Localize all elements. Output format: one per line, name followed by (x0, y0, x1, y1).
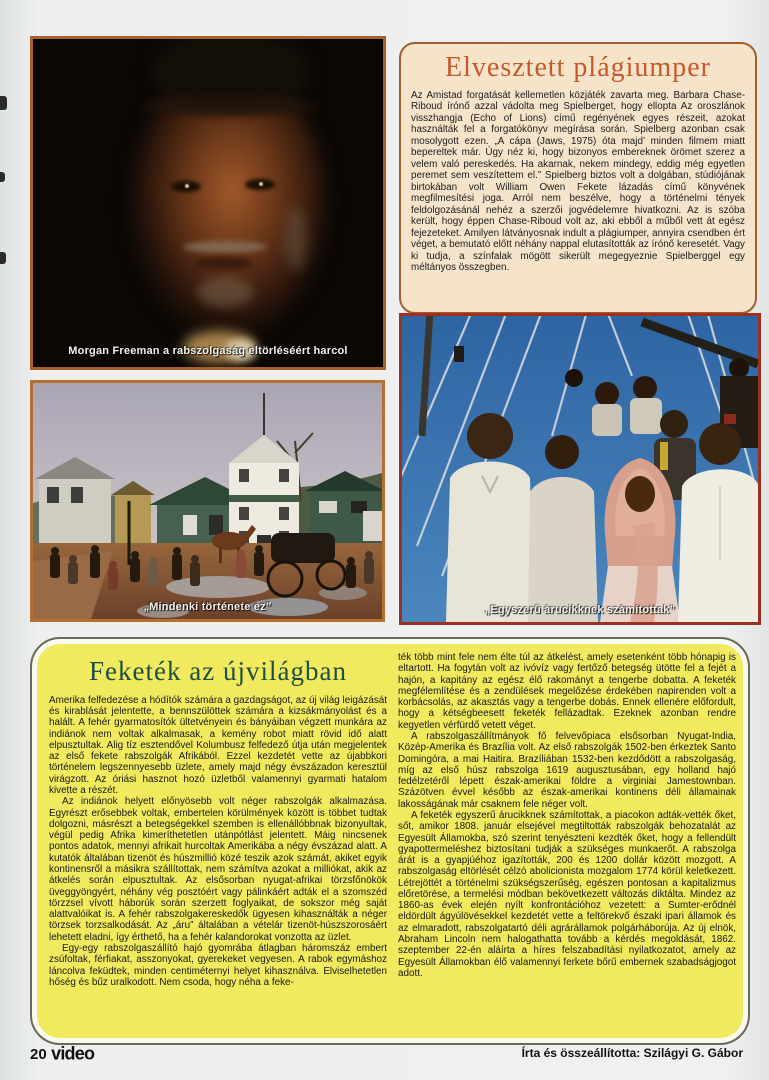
article-paragraph: A feketék egyszerű árucikknek számítottak, a piacokon adták-vették őket, sőt, amikor 1808. január elsejével megtiltották rabszolgák behozatalát az Egyesült Államokba, szó szerint tenyészteni kezdték őket, hogy a fellendült gyapottermeléshez biztosítani tudják a szükséges munkaerőt. A rabszolga árát is a gyapjúéhoz igazították, 200 és 1200 dollár között mozgott. A rabszolgaság eltörlését célzó abolicionista mozgalom 1774 körül keletkezett. Létrejöttét a történelmi szükségszerűség, egészen pontosan a kapitalizmus előretörése, a termelési módban bekövetkezett változás diktálta. Mindez az 1860-as évek elején nyílt konfrontációhoz vezetett: a Sumter-erődnél eldördült ágyúlövésekkel kezdetét vette a feltörekvő északi ipari államok és az elmaradott, rabszolgatartó déli agrárállamok polgárháborúja. Az új elnök, Abraham Lincoln nem halogathatta tovább a kérdés megoldását, 1862. szeptember 22-én aláírta a híres felszabadítási nyilatkozatot, amely az Egyesült Államokban élő valamennyi ferkete bőrű embernek szabadságjogot adott. (398, 809, 736, 979)
article-paragraph: Amerika felfedezése a hódítók számára a gazdagságot, az új világ leigázását és kirablását jelentette, a bennszülöttek számára a kizsákmányolást és a halált. A fehér gyarmatosítók ültetvényein és bányáiban végzett munkára az indiánok nem voltak alkalmasak, a kemény robot miatt rövid idő alatt elpusztultak. Alig tíz esztendővel Kolumbusz felfedező útja után megjelentek az első fekete rabszolgák Afrikából. Ezzel kezdetét vette az újabbkori történelem legszennyesebb üzlete, amely majd négy évszázadon keresztül virágzott. Az óriási hasznot hozó üzletből valamennyi gyarmati hatalom kivette a részét. (49, 694, 387, 797)
photo-caption-ship: „Egyszerű árucikknek számítottak” (484, 604, 676, 616)
magazine-logo: video (51, 1042, 95, 1064)
article-paragraph: Az indiánok helyett előnyösebb volt néger rabszolgák alkalmazása. Egyrészt erősebbek voltak, embertelen körülmények között is többet tudtak dolgozni, másrészt a betegségekkel szemben is ellenállóbbnak bizonyultak, végül pedig Afrika kimeríthetetlen utánpótlást jelentett. Máig nincsenek pontos adatok, mennyi afrikait hurcoltak Amerikába a négy évszázad alatt. A kutatók általában tizenöt és húszmillió közé teszik azok számát, akiket egyik kontinensről a másikra szállítottak, nem számítva azokat a milliókat, akik az átkelés során elpusztultak. Az elsősorban nyugat-afrikai törzsfőnökök üveggyöngyért, néhány vég posztóért vagy pálinkáért adták el a szomszéd törzzsel vívott háborúk során szerzett foglyaikat, de sokszor még saját alattvalóikat is. A fehér rabszolgakereskedők ügyesen kihasználták a néger törzsek torzsalkodását. Az „áru” általában a vételár tizenöt-húszszorosáért lehetett eladni, így érthető, ha a fehér kalandorokat vonzotta az üzlet. (49, 796, 387, 943)
scan-artifact (0, 96, 7, 110)
portrait-eye-glint (259, 182, 263, 186)
page-footer-left (30, 1043, 94, 1064)
portrait-eye-glint (185, 184, 189, 188)
scan-artifact (0, 252, 6, 264)
portrait-mustache (183, 241, 267, 253)
pulley-block (454, 346, 464, 362)
portrait-hat-brim (141, 97, 317, 115)
photo-caption-morgan: Morgan Freeman a rabszolgaság eltörléséért harcol (68, 345, 348, 357)
plagiarism-box-title: Elvesztett plágiumper (445, 52, 711, 83)
photo-caption-village: „Mindenki története ez” (143, 601, 272, 613)
photo-morgan-freeman (30, 36, 386, 370)
scan-artifact (0, 172, 5, 182)
ship-scene-illustration (402, 316, 758, 622)
article-left-column (49, 652, 387, 1031)
portrait-beard (197, 277, 253, 307)
feature-article-box (30, 637, 750, 1045)
plagiarism-box-body: Az Amistad forgatását kellemetlen közjáték zavarta meg. Barbara Chase-Riboud írónő azzal vádolta meg Spielberget, hogy ellopta Az oroszlánok visszhangja (Echo of Lions) című regényének egyes részeit, azokat használták fel a forgatókönyv megírása során. Spielberg azonban csak mosolygott ezen. „A cápa (Jaws, 1975) óta majd’ minden filmem miatt bepereltek már. Úgy néz ki, hogy bizonyos embereknek örömet szerez a velem való pereskedés. Ha akarnak, nekem mindegy, eddig még egyetlen peremet sem veszítettem el.” Spielberg biztos volt a dolgában, stúdiójának birtokában volt William Owen Fekete lázadás című könyvének megfilmesítési joga. Arról nem beszélve, hogy a történelmi tények feldolgozásánál nehéz a szerzői jogvédelemre hivatkozni. Az is szóba került, hogy éppen Chase-Riboud volt az, aki ebből a műből vett át egész fejezeteket. Amilyen látványosnak indult a plágiumper, annyira csendben ért véget, a bemutató előtt néhány nappal elutasították az írónő keresetét. Vagy ki tudja, a színfalak mögött sikerült megegyeznie Spielberggel egy méltányos összegben. (411, 90, 745, 274)
article-paragraph: A rabszolgaszállítmányok fő felvevőpiaca elsősorban Nyugat-India, Közép-Amerika és Brazília volt. Az első rabszolgák 1502-ben érkeztek Santo Domingóra, a mai Haitira. Brazíliában 1532-ben kezdődött a rabszolgaság, míg az első húsz rabszolga 1619 augusztusában, egy holland hajó fedélzetéről lépett észak-amerikai földre a virginiai Jamestownban. Százötven évvel később az észak-amerikai kontinens déli államainak lakosságának már csaknem fele néger volt. (398, 730, 736, 810)
photo-ship-deck (399, 313, 761, 625)
page-number: 20 (30, 1046, 47, 1063)
article-paragraph: Egy-egy rabszolgaszállító hajó gyomrába átlagban háromszáz embert zsúfoltak, férfiakat, asszonyokat, gyerekeket vegyesen. A rabok egymáshoz láncolva feküdtek, minden centiméternyi helyet kihasználva. Elviselhetetlen hőség és bűz uralkodott. Nem csoda, hogy néha a feke- (49, 942, 387, 988)
plagiarism-sidebar-box (399, 42, 757, 314)
village-scene-illustration (33, 383, 382, 619)
article-paragraph: ték több mint fele nem élte túl az átkelést, amely esetenként több hónapig is eltartott. Ha fogytán volt az ivóvíz vagy fertőző betegség ütötte fel a fejét a hajón, a kapitány az egész élő rakományt a tengerbe dobatta. A feketék megfélemlítése és a zendülések megelőzése érdekében napirenden volt a korbácsolás, az akasztás vagy a tengerbe dobás. Ennek ellenére előfordult, hogy a kétségbeesett feketék fellázadtak. Ezeknek azonban rendre kegyetlen vérfürdő vetett véget. (398, 652, 736, 731)
photo-village-street (30, 380, 385, 622)
portrait-lips (195, 257, 253, 270)
author-credit: Írta és összeállította: Szilágyi G. Gábor (521, 1046, 743, 1060)
portrait-sideburn (285, 207, 307, 271)
article-right-column (398, 652, 736, 1031)
feature-article-title: Feketék az újvilágban (89, 656, 347, 686)
